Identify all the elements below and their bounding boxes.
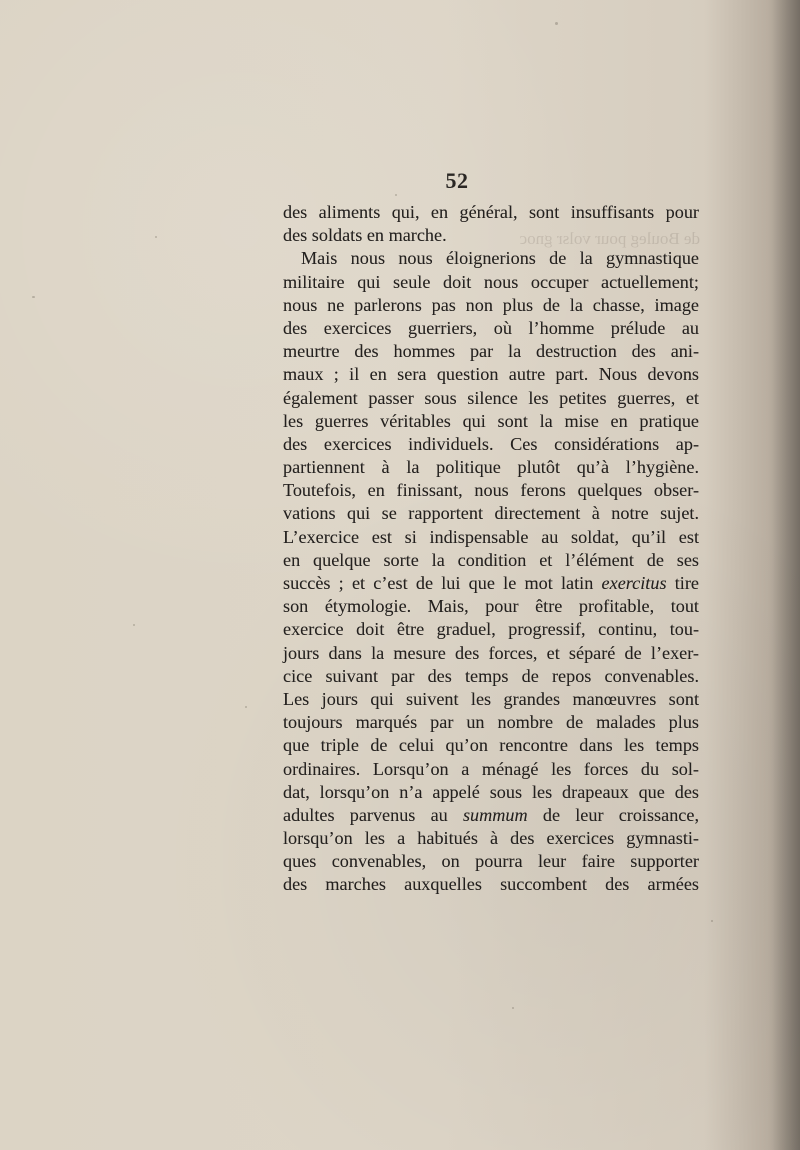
text-line: militaire qui seule doit nous occuper actuellement; [283,271,699,292]
text-line: ques convenables, on pourra leur faire supporter [283,851,699,872]
text-line: toujours marqués par un nombre de malades plus [283,712,699,733]
bleed-through-text: de Bouleg pour volsr gnoc [519,229,700,248]
text-line: des aliments qui, en général, sont insuffisants pour [283,202,699,222]
text-line: également passer sous silence les petites guerres, et [283,387,699,408]
text-line: que triple de celui qu’on rencontre dans les temps [283,735,699,756]
paper-speck [512,1007,514,1009]
paper-speck [245,706,247,708]
italic-term: exercitus [601,573,667,593]
text-line: des marches auxquelles succombent des armées [283,874,699,895]
body-text [283,201,699,897]
text-line: Mais nous nous éloignerions de la gymnastique [301,248,699,269]
paper-speck [555,22,558,25]
text-line: succès ; et c’est de lui que le mot latin exercitus tire [283,573,699,593]
text-line: les guerres véritables qui sont la mise en pratique [283,410,699,431]
text-line: dat, lorsqu’on n’a appelé sous les drapeaux que des [283,781,699,802]
paper-speck [32,296,35,298]
text-line: Les jours qui suivent les grandes manœuvres sont [283,688,699,709]
text-line: exercice doit être graduel, progressif, continu, tou- [283,619,699,640]
text-line: des exercices individuels. Ces considérations ap- [283,433,699,454]
text-line: en quelque sorte la condition et l’élément de ses [283,549,699,570]
text-line: nous ne parlerons pas non plus de la chasse, image [283,294,699,315]
page-number: 52 [445,168,469,193]
text-line: son étymologie. Mais, pour être profitable, tout [283,596,699,617]
text-line: maux ; il en sera question autre part. Nous devons [283,364,699,385]
paper-speck [155,236,157,238]
text-line: ordinaires. Lorsqu’on a ménagé les forces du sol- [283,758,699,779]
text-line: meurtre des hommes par la destruction des ani- [283,341,699,362]
paper-speck [395,194,397,196]
paper-speck [711,920,713,922]
paper-speck [133,624,135,626]
text-line: L’exercice est si indispensable au soldat, qu’il est [283,526,699,547]
text-line: partiennent à la politique plutôt qu’à l’hygiène. [283,457,699,478]
text-line: adultes parvenus au summum de leur croissance, [283,804,699,825]
text-line: lorsqu’on les a habitués à des exercices gymnasti- [283,828,699,849]
text-line: cice suivant par des temps de repos convenables. [283,665,699,686]
italic-term: summum [462,804,528,825]
text-line: vations qui se rapportent directement à notre sujet. [283,503,699,524]
text-line: des soldats en marche. [283,225,447,246]
text-line: Toutefois, en finissant, nous ferons quelques obser- [283,480,699,501]
text-line: jours dans la mesure des forces, et séparé de l’exer- [283,642,699,663]
text-line: des exercices guerriers, où l’homme prélude au [283,317,699,338]
